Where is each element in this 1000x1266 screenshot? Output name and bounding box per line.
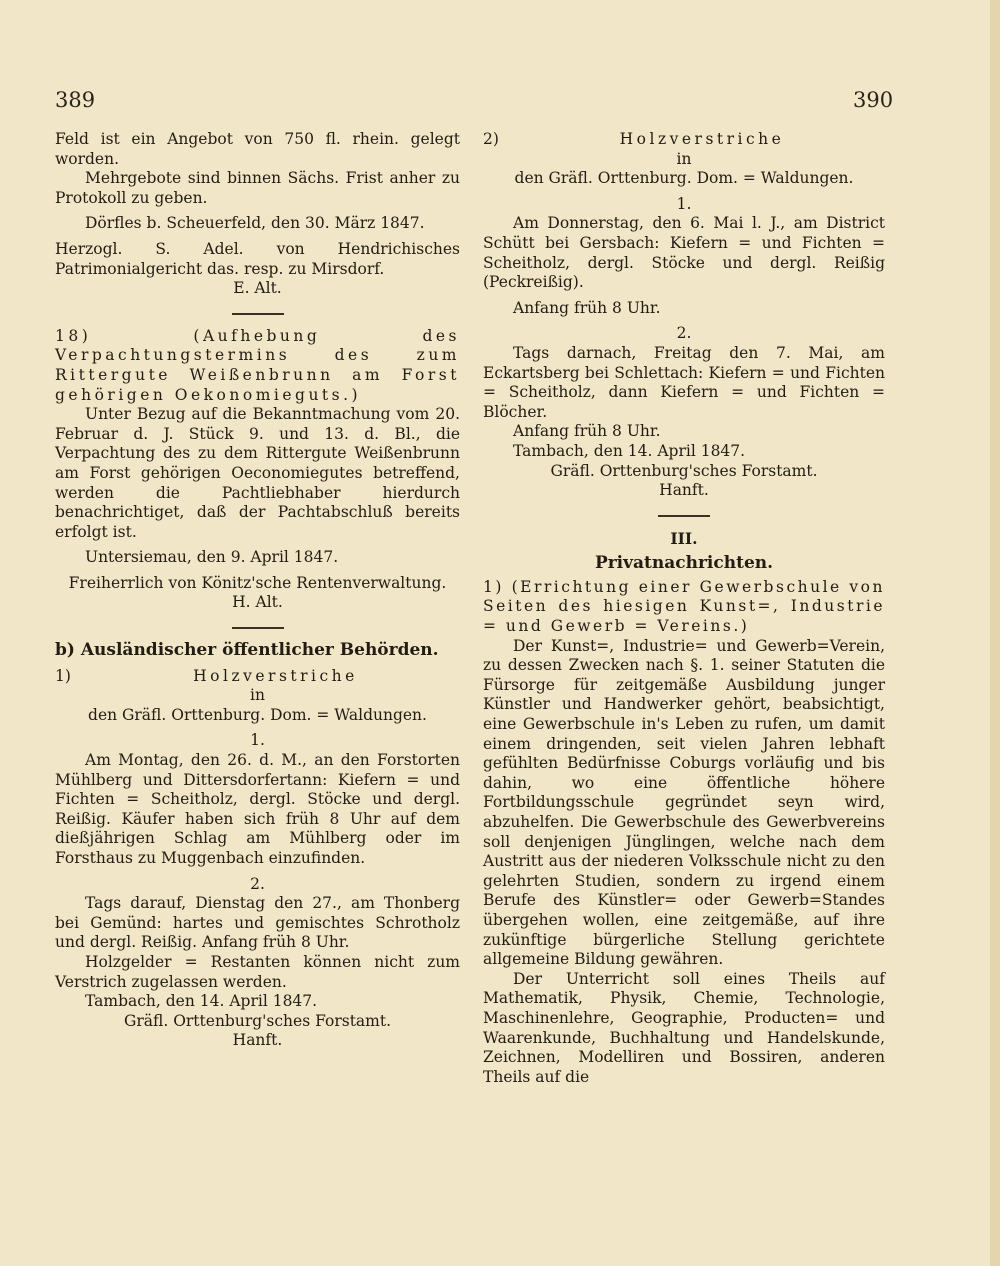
divider [232,313,284,315]
start-time: Anfang früh 8 Uhr. [513,298,661,317]
page-number-left: 389 [55,88,96,112]
signature: Hanft. [232,1031,283,1050]
right-column [483,130,885,1087]
item-title: Holzverstriche [619,130,785,148]
item-title: Holzverstriche [193,666,358,685]
start-time: Anfang früh 8 Uhr. [513,422,661,441]
dateline: Dörfles b. Scheuerfeld, den 30. März 1847. [85,214,425,233]
authority: Herzogl. S. Adel. von Hendrichisches Patrimonialgericht das. resp. zu Mirsdorf. [55,239,460,278]
item-title: 1) (Errichtung einer Gewerbschule von Seiten des hiesigen Kunst=, Industrie = und Gewerb = Vereins.) [483,577,885,636]
sub-number: 2. [250,874,265,893]
item-location: den Gräfl. Orttenburg. Dom. = Waldungen. [514,169,854,188]
paragraph: Der Kunst=, Industrie= und Gewerb=Verein, zu dessen Zwecken nach §. 1. seiner Statuten die Fürsorge für zeitgemäße Ausbildung junger Künstler und Handwerker gehört, beabsichtigt, eine Gewerbschule in's Leben zu rufen, um damit einem dringenden, seit vielen Jahren lebhaft gefühlten Bedürfnisse Coburgs vorläufig und bis dahin, wo eine öffentliche höhere Fortbildungsschule gegründet seyn wird, abzuhelfen. Die Gewerbschule des Gewerbvereins soll denjenigen Jünglingen, welche nach dem Austritt aus der niederen Volksschule nicht zu den gelehrten Studien, sondern zu irgend einem Berufe des Künstler= oder Gewerb=Standes übergehen wollen, eine zeitgemäße, auf ihre zukünftige bürgerliche Stellung gerichtete allgemeine Bildung gewähren. [483,636,885,969]
dateline: Untersiemau, den 9. April 1847. [85,548,339,567]
section-heading: Privatnachrichten. [594,553,774,574]
authority: Freiherrlich von Könitz'sche Rentenverwaltung. [68,573,447,592]
item-heading [483,130,885,150]
divider [658,515,710,517]
paragraph: Mehrgebote sind binnen Sächs. Frist anher zu Protokoll zu geben. [55,169,460,207]
item-heading [55,667,460,687]
section-number: III. [670,528,698,548]
paragraph: Am Donnerstag, den 6. Mai l. J., am District Schütt bei Gersbach: Kiefern = und Fichten = Scheitholz, dergl. Stöcke und dergl. Reißig (Peckreißig). [483,214,885,292]
signature: H. Alt. [232,593,283,612]
authority: Gräfl. Orttenburg'sches Forstamt. [123,1011,392,1030]
paragraph: Holzgelder = Restanten können nicht zum Verstrich zugelassen werden. [55,952,460,991]
left-column [55,130,460,1051]
sub-number: 1. [676,194,692,213]
notice-title: 18) (Aufhebung des Verpachtungstermins des zum Rittergute Weißenbrunn am Forst gehörigen Oekonomieguts.) [55,326,460,404]
page-edge [990,0,1000,1266]
dateline: Tambach, den 14. April 1847. [513,441,746,460]
signature: E. Alt. [233,279,282,298]
paragraph: Feld ist ein Angebot von 750 fl. rhein. gelegt worden. [55,130,460,168]
page-number-right: 390 [853,88,894,112]
paragraph: Am Montag, den 26. d. M., an den Forstorten Mühlberg und Dittersdorfertann: Kiefern = und Fichten = Scheitholz, dergl. Stöcke und dergl. Reißig. Käufer haben sich früh 8 Uhr auf dem dießjährigen Schlag am Mühlberg oder im Forsthaus zu Muggenbach einzufinden. [55,751,460,867]
item-in: in [250,686,265,705]
dateline: Tambach, den 14. April 1847. [85,992,318,1011]
paragraph: Unter Bezug auf die Bekanntmachung vom 20. Februar d. J. Stück 9. und 13. d. Bl., die Verpachtung des zu dem Rittergute Weißenbrunn am Forst gehörigen Oeconomiegutes betreffend, werden die Pachtliebhaber hierdurch benachrichtiget, daß der Pachtabschluß bereits erfolgt ist. [55,405,460,541]
authority: Gräfl. Orttenburg'sches Forstamt. [550,461,818,480]
paragraph: Der Unterricht soll eines Theils auf Mathematik, Physik, Chemie, Technologie, Maschinenlehre, Geographie, Producten= und Waarenkunde, Buchhaltung und Handelskunde, Zeichnen, Modelliren und Bossiren, anderen Theils auf die [483,969,885,1086]
divider [232,627,284,629]
paragraph: Tags darauf, Dienstag den 27., am Thonberg bei Gemünd: hartes und gemischtes Schrotholz und dergl. Reißig. Anfang früh 8 Uhr. [55,894,460,952]
item-location: den Gräfl. Orttenburg. Dom. = Waldungen. [88,705,427,724]
item-in: in [676,149,692,168]
section-heading: b) Ausländischer öffentlicher Behörden. [55,640,439,661]
paragraph: Tags darnach, Freitag den 7. Mai, am Eckartsberg bei Schlettach: Kiefern = und Fichten = Scheitholz, dann Kiefern = und Fichten = Blöcher. [483,343,885,421]
item-number: 2) [483,130,499,148]
sub-number: 1. [250,731,265,750]
signature: Hanft. [659,481,709,500]
item-number: 1) [55,666,71,685]
sub-number: 2. [676,324,692,343]
